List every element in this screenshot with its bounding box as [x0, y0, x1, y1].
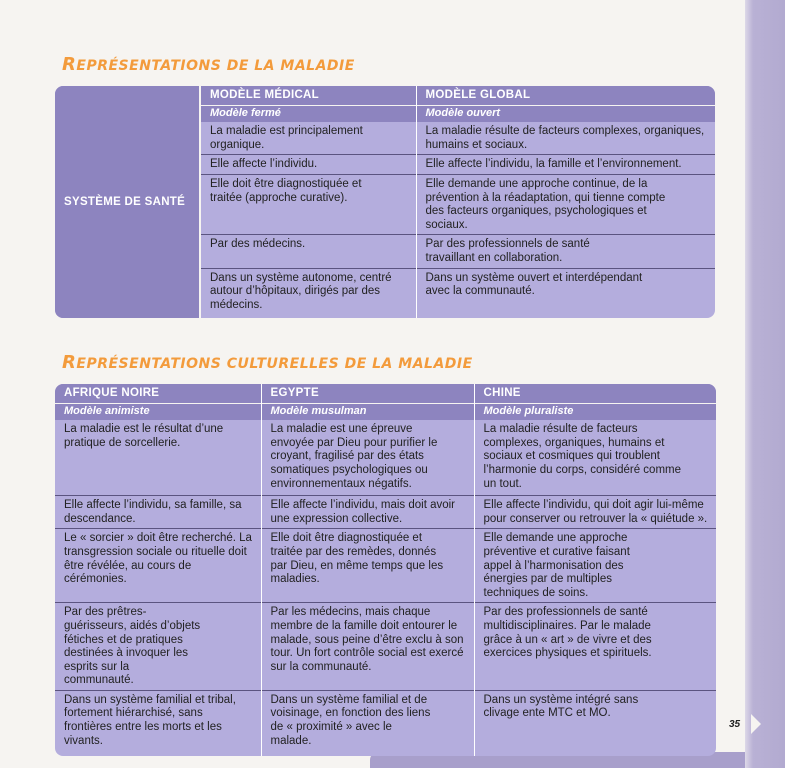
cell: Dans un système familial et de voisinage, en fonction des liens de « proximité » avec le malade. [261, 690, 474, 756]
page-edge [745, 0, 785, 768]
cell: Elle doit être diagnostiquée et traitée (approche curative). [200, 174, 416, 234]
col-sub-china: Modèle pluraliste [474, 403, 716, 420]
cell: Elle demande une approche continue, de la prévention à la réadaptation, qui tienne compte des facteurs organiques, psychologiques et sociaux. [416, 174, 715, 234]
cell: La maladie résulte de facteurs complexes, organiques, humains et sociaux et cosmiques qui troublent l’harmonie du corps, considéré comme un tout. [474, 420, 716, 495]
table-row [55, 603, 716, 691]
cell: La maladie résulte de facteurs complexes, organiques, humains et sociaux. [416, 122, 715, 155]
section2-title: REPRÉSENTATIONS CULTURELLES DE LA MALADIE [62, 352, 473, 373]
cell: Dans un système autonome, centré autour d’hôpitaux, dirigés par des médecins. [200, 268, 416, 318]
table-row [55, 529, 716, 603]
cell: La maladie est principalement organique. [200, 122, 416, 155]
cultural-representations-table [55, 384, 716, 756]
cell: Elle affecte l’individu, sa famille, sa descendance. [55, 496, 261, 529]
row-header-health-system: SYSTÈME DE SANTÉ [55, 86, 200, 318]
cell: Par des professionnels de santé travaillant en collaboration. [416, 235, 715, 268]
cell: Elle affecte l’individu. [200, 155, 416, 175]
col-header-medical: MODÈLE MÉDICAL [200, 86, 416, 105]
col-header-china: CHINE [474, 384, 716, 403]
col-sub-africa: Modèle animiste [55, 403, 261, 420]
cell: La maladie est une épreuve envoyée par Dieu pour purifier le croyant, fragilisé par des états somatiques psychologiques ou environnementaux négatifs. [261, 420, 474, 495]
cell: Elle doit être diagnostiquée et traitée par des remèdes, donnés par Dieu, en même temps que les maladies. [261, 529, 474, 603]
table-row [55, 690, 716, 756]
table-row [55, 420, 716, 495]
section1-title: REPRÉSENTATIONS DE LA MALADIE [62, 54, 355, 75]
page-number: 35 [729, 719, 741, 730]
col-header-global: MODÈLE GLOBAL [416, 86, 715, 105]
table-row [55, 496, 716, 529]
col-sub-medical: Modèle fermé [200, 105, 416, 122]
cell: Par les médecins, mais chaque membre de la famille doit entourer le malade, sous peine d’être exclu à son tour. Un fort contrôle social est exercé sur la communauté. [261, 603, 474, 691]
cell: Par des médecins. [200, 235, 416, 268]
cell: Par des professionnels de santé multidisciplinaires. Par le malade grâce à un « art » de vivre et des exercices physiques et spirituels. [474, 603, 716, 691]
health-system-table [55, 86, 715, 318]
cell: Elle affecte l’individu, la famille et l’environnement. [416, 155, 715, 175]
cell: Dans un système ouvert et interdépendant avec la communauté. [416, 268, 715, 318]
cell: Le « sorcier » doit être recherché. La transgression sociale ou rituelle doit être révélée, au cours de cérémonies. [55, 529, 261, 603]
col-sub-egypt: Modèle musulman [261, 403, 474, 420]
cell: Dans un système intégré sans clivage ente MTC et MO. [474, 690, 716, 756]
cell: Elle affecte l’individu, mais doit avoir une expression collective. [261, 496, 474, 529]
cell: Elle affecte l’individu, qui doit agir lui-même pour conserver ou retrouver la « quiétude ». [474, 496, 716, 529]
col-sub-global: Modèle ouvert [416, 105, 715, 122]
cell: Elle demande une approche préventive et curative faisant appel à l’harmonisation des énergies par de multiples techniques de soins. [474, 529, 716, 603]
cell: Par des prêtres-guérisseurs, aidés d’objets fétiches et de pratiques destinées à invoquer les esprits sur la communauté. [55, 603, 261, 691]
page-number-tab [751, 714, 761, 734]
cell: Dans un système familial et tribal, fortement hiérarchisé, sans frontières entre les morts et les vivants. [55, 690, 261, 756]
cell: La maladie est le résultat d’une pratique de sorcellerie. [64, 423, 224, 449]
col-header-egypt: EGYPTE [261, 384, 474, 403]
col-header-africa: AFRIQUE NOIRE [55, 384, 261, 403]
